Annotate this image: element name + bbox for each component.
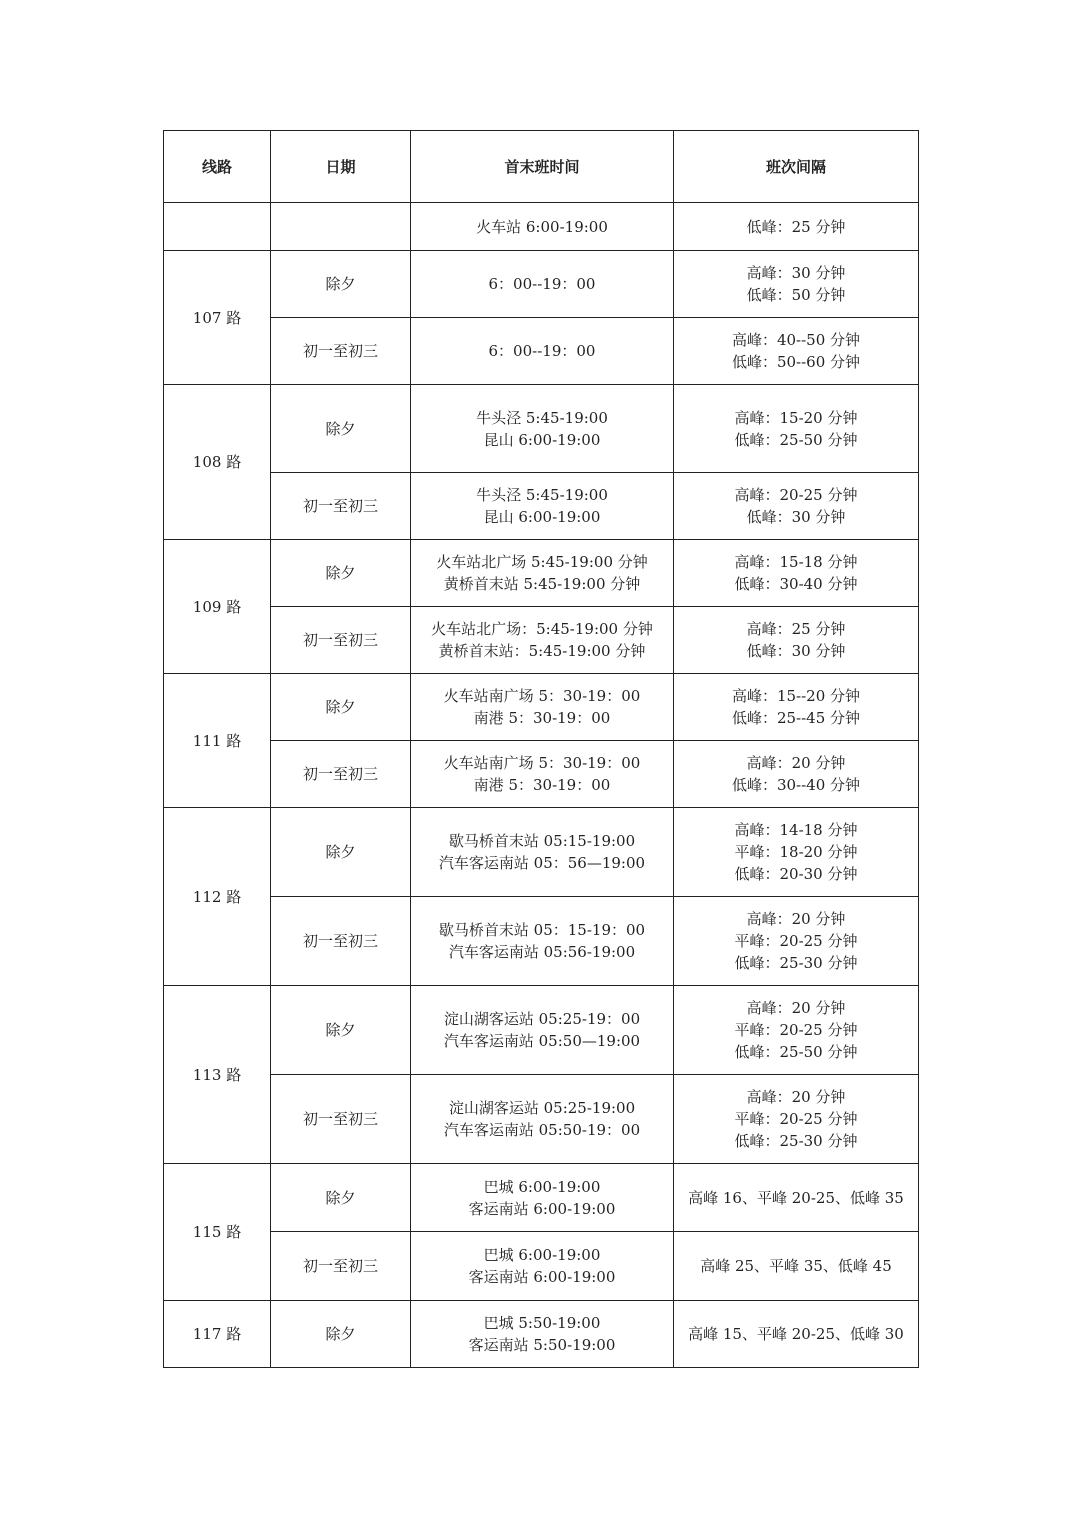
interval-line: 高峰：15--20 分钟 (731, 687, 861, 705)
times-line: 客运南站 5:50-19:00 (468, 1336, 616, 1354)
times-line: 客运南站 6:00-19:00 (468, 1199, 616, 1218)
times-line: 火车站北广场 5:45-19:00 分钟 (436, 553, 648, 571)
interval-cell (674, 897, 919, 986)
table-row (164, 1075, 919, 1164)
header-route: 线路 (164, 131, 271, 203)
date-cell: 除夕 (271, 808, 411, 897)
header-date: 日期 (271, 131, 411, 203)
table-row (164, 203, 919, 251)
table-row (164, 986, 919, 1075)
interval-line: 高峰：40--50 分钟 (731, 331, 861, 349)
interval-line: 低峰：50 分钟 (746, 286, 846, 304)
interval-line: 高峰：20 分钟 (746, 999, 846, 1017)
interval-cell (674, 986, 919, 1075)
interval-line: 高峰：20 分钟 (746, 910, 846, 928)
interval-cell (674, 1232, 919, 1301)
times-line: 巴城 5:50-19:00 (483, 1314, 601, 1332)
table-row (164, 897, 919, 986)
times-cell (411, 1301, 674, 1368)
times-line: 昆山 6:00-19:00 (483, 430, 601, 449)
interval-line: 低峰：30 分钟 (746, 508, 846, 526)
table-row (164, 1232, 919, 1301)
times-line: 淀山湖客运站 05:25-19：00 (443, 1010, 641, 1028)
interval-line: 高峰：20 分钟 (746, 754, 846, 772)
date-cell: 除夕 (271, 674, 411, 741)
interval-cell (674, 607, 919, 674)
interval-line: 高峰 16、平峰 20-25、低峰 35 (688, 1188, 904, 1207)
interval-line: 低峰：25-50 分钟 (734, 1043, 858, 1061)
times-cell (411, 1232, 674, 1301)
interval-line: 高峰 15、平峰 20-25、低峰 30 (688, 1325, 904, 1343)
interval-line: 高峰：20-25 分钟 (734, 486, 858, 504)
times-line: 火车站南广场 5：30-19：00 (443, 687, 641, 705)
date-cell: 初一至初三 (271, 473, 411, 540)
route-cell: 117 路 (164, 1301, 271, 1368)
times-line: 汽车客运南站 05:50—19:00 (443, 1032, 641, 1050)
interval-line: 平峰：20-25 分钟 (734, 932, 858, 950)
date-cell: 初一至初三 (271, 318, 411, 385)
interval-cell (674, 741, 919, 808)
times-line: 南港 5：30-19：00 (473, 709, 611, 727)
interval-line: 低峰：25-30 分钟 (734, 1132, 858, 1150)
interval-cell (674, 1164, 919, 1232)
interval-cell (674, 203, 919, 251)
times-line: 淀山湖客运站 05:25-19:00 (448, 1099, 636, 1117)
date-cell: 除夕 (271, 385, 411, 473)
route-cell: 115 路 (164, 1164, 271, 1301)
times-line: 火车站南广场 5：30-19：00 (443, 754, 641, 772)
table-row (164, 318, 919, 385)
table-row (164, 808, 919, 897)
times-cell (411, 473, 674, 540)
route-cell: 111 路 (164, 674, 271, 808)
times-line: 牛头泾 5:45-19:00 (476, 486, 608, 504)
route-cell: 109 路 (164, 540, 271, 674)
header-interval: 班次间隔 (674, 131, 919, 203)
times-line: 汽车客运南站 05:56-19:00 (448, 943, 636, 961)
date-cell: 除夕 (271, 1164, 411, 1232)
header-times: 首末班时间 (411, 131, 674, 203)
interval-line: 低峰：20-30 分钟 (734, 865, 858, 883)
times-line: 歇马桥首末站 05：15-19：00 (438, 921, 646, 939)
times-line: 巴城 6:00-19:00 (483, 1177, 601, 1196)
date-cell: 初一至初三 (271, 607, 411, 674)
route-cell: 107 路 (164, 251, 271, 385)
interval-line: 平峰：18-20 分钟 (734, 843, 858, 861)
table-row (164, 741, 919, 808)
interval-line: 高峰：30 分钟 (746, 264, 846, 282)
date-cell (271, 203, 411, 251)
interval-line: 低峰：30--40 分钟 (731, 776, 861, 794)
date-cell: 初一至初三 (271, 741, 411, 808)
interval-cell (674, 540, 919, 607)
header-row (164, 131, 919, 203)
times-line: 歇马桥首末站 05:15-19:00 (448, 832, 636, 850)
times-line: 6：00--19：00 (488, 342, 596, 360)
interval-line: 低峰：30-40 分钟 (734, 575, 858, 593)
bus-schedule-table (163, 130, 919, 1368)
date-cell: 除夕 (271, 986, 411, 1075)
times-line: 6：00--19：00 (488, 275, 596, 293)
interval-cell (674, 473, 919, 540)
table-row (164, 540, 919, 607)
times-line: 客运南站 6:00-19:00 (468, 1268, 616, 1286)
times-cell (411, 251, 674, 318)
times-cell (411, 808, 674, 897)
date-cell: 除夕 (271, 251, 411, 318)
interval-line: 低峰：50--60 分钟 (731, 353, 861, 371)
table-row (164, 674, 919, 741)
times-cell (411, 203, 674, 251)
times-line: 牛头泾 5:45-19:00 (476, 408, 608, 427)
table-row (164, 1164, 919, 1232)
interval-line: 高峰 25、平峰 35、低峰 45 (700, 1257, 892, 1275)
times-cell (411, 897, 674, 986)
times-line: 火车站北广场：5:45-19:00 分钟 (431, 620, 653, 638)
times-cell (411, 674, 674, 741)
times-line: 南港 5：30-19：00 (473, 776, 611, 794)
interval-cell (674, 808, 919, 897)
route-cell: 113 路 (164, 986, 271, 1164)
interval-line: 平峰：20-25 分钟 (734, 1021, 858, 1039)
times-line: 黄桥首末站：5:45-19:00 分钟 (438, 642, 646, 660)
times-cell (411, 986, 674, 1075)
table-row (164, 385, 919, 473)
times-line: 火车站 6:00-19:00 (476, 217, 608, 236)
route-cell: 112 路 (164, 808, 271, 986)
times-line: 巴城 6:00-19:00 (483, 1246, 601, 1264)
interval-cell (674, 318, 919, 385)
interval-cell (674, 1075, 919, 1164)
interval-line: 高峰：25 分钟 (746, 620, 846, 638)
table-body (164, 203, 919, 1368)
times-cell (411, 318, 674, 385)
times-cell (411, 1075, 674, 1164)
date-cell: 初一至初三 (271, 1075, 411, 1164)
times-line: 汽车客运南站 05：56—19:00 (438, 854, 646, 872)
table-row (164, 607, 919, 674)
times-cell (411, 385, 674, 473)
times-cell (411, 607, 674, 674)
date-cell: 初一至初三 (271, 1232, 411, 1301)
date-cell: 初一至初三 (271, 897, 411, 986)
interval-line: 低峰：25--45 分钟 (731, 709, 861, 727)
interval-cell (674, 674, 919, 741)
date-cell: 除夕 (271, 540, 411, 607)
interval-cell (674, 385, 919, 473)
times-line: 昆山 6:00-19:00 (483, 508, 601, 526)
interval-line: 高峰：14-18 分钟 (734, 821, 858, 839)
table-row (164, 473, 919, 540)
interval-line: 低峰：25-30 分钟 (734, 954, 858, 972)
interval-line: 低峰：25-50 分钟 (734, 430, 858, 449)
interval-line: 高峰：15-20 分钟 (734, 408, 858, 427)
table-row (164, 251, 919, 318)
interval-line: 平峰：20-25 分钟 (734, 1110, 858, 1128)
route-cell: 108 路 (164, 385, 271, 540)
times-cell (411, 1164, 674, 1232)
times-line: 汽车客运南站 05:50-19：00 (443, 1121, 641, 1139)
times-cell (411, 540, 674, 607)
route-cell (164, 203, 271, 251)
times-cell (411, 741, 674, 808)
interval-line: 高峰：20 分钟 (746, 1088, 846, 1106)
table-row (164, 1301, 919, 1368)
interval-line: 低峰：30 分钟 (746, 642, 846, 660)
interval-cell (674, 251, 919, 318)
interval-line: 低峰：25 分钟 (746, 217, 846, 236)
date-cell: 除夕 (271, 1301, 411, 1368)
interval-cell (674, 1301, 919, 1368)
times-line: 黄桥首末站 5:45-19:00 分钟 (443, 575, 641, 593)
interval-line: 高峰：15-18 分钟 (734, 553, 858, 571)
